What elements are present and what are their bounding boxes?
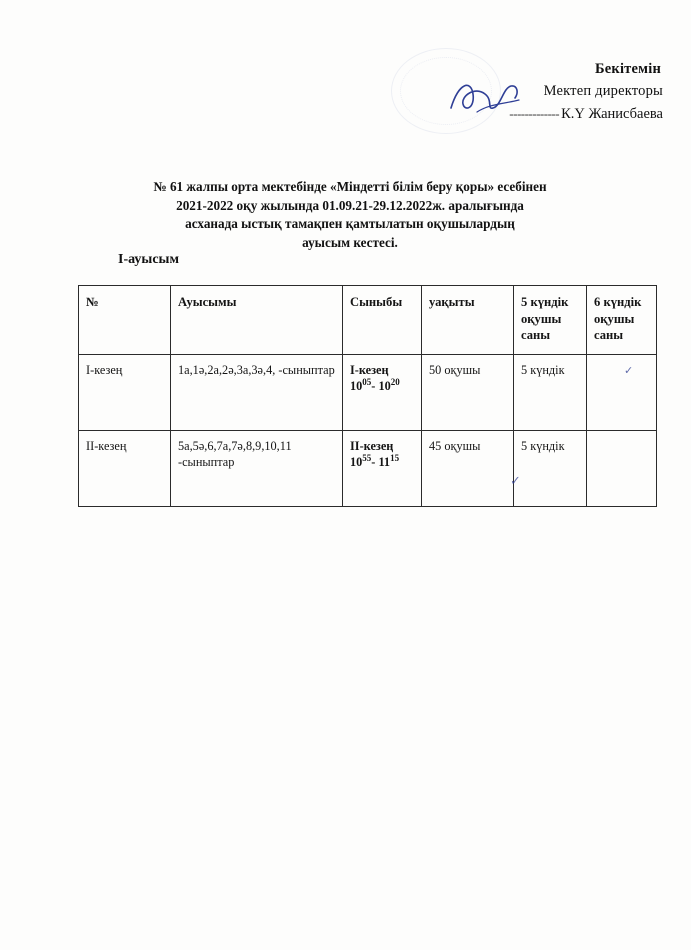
approval-line-1: Бекітемін — [594, 61, 661, 77]
header-shift: Ауысымы — [171, 286, 343, 355]
row2-time: 45 оқушы — [422, 430, 514, 506]
header-number: № — [79, 286, 171, 355]
approval-signature-line — [353, 103, 663, 125]
row1-6day — [587, 354, 657, 430]
schedule-table — [78, 285, 657, 507]
pen-mark-icon: ✓ — [624, 364, 634, 377]
row2-number: II-кезең — [79, 430, 171, 506]
page-title — [124, 178, 576, 253]
row2-shift: 5а,5ә,6,7а,7ә,8,9,10,11 -сыныптар — [171, 430, 343, 506]
title-line-4: ауысым кестесі. — [302, 235, 398, 251]
row2-class-time: $10^{55}-$ $11^{15}$ — [350, 452, 400, 470]
row1-shift: 1а,1ә,2а,2ә,3а,3ә,4, -сыныптар — [171, 354, 343, 430]
title-line-1: № 61 жалпы орта мектебінде «Міндетті білім беру қоры» есебінен — [153, 179, 547, 194]
header-time: уақыты — [422, 286, 514, 355]
header-5day-count: 5 күндік оқушы саны — [514, 286, 587, 355]
row1-number: I-кезең — [79, 354, 171, 430]
row1-class-time: $10^{05}-$ $10^{20}$ — [350, 376, 400, 394]
row1-time: 50 оқушы — [422, 354, 514, 430]
header-class: Сыныбы — [343, 286, 422, 355]
row1-class-label: I-кезең — [350, 362, 389, 377]
pen-tick-icon: ✓ — [510, 473, 521, 488]
row2-class — [343, 430, 422, 506]
approval-block — [353, 58, 663, 125]
signature-dashes: ------------- — [509, 106, 560, 122]
table-row — [79, 430, 657, 506]
header-6day-count: 6 күндік оқушы саны — [587, 286, 657, 355]
table-header-row — [79, 286, 657, 355]
row2-6day — [587, 430, 657, 506]
table-row — [79, 354, 657, 430]
row1-class — [343, 354, 422, 430]
title-line-2: 2021-2022 оқу жылында 01.09.21-29.12.2022ж. аралығында — [176, 197, 524, 213]
row2-class-label: II-кезең — [350, 438, 394, 453]
title-line-3: асханада ыстық тамақпен қамтылатын оқушылардың — [185, 216, 515, 232]
row2-5day: 5 күндік — [514, 430, 587, 506]
row1-5day: 5 күндік — [514, 354, 587, 430]
shift-label: I-ауысым — [118, 252, 180, 267]
approval-line-2: Мектеп директоры — [543, 83, 663, 100]
director-name: К.Ү Жанисбаева — [561, 105, 663, 122]
schedule-table-wrap — [78, 285, 642, 507]
